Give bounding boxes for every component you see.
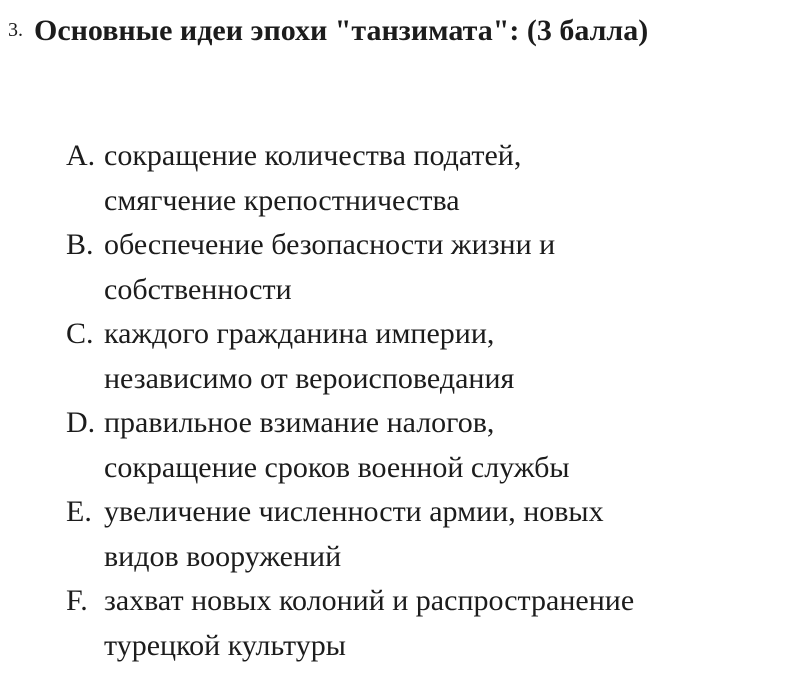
option-letter: C.	[66, 317, 94, 350]
option-letter: D.	[66, 406, 96, 439]
option-text: правильное взимание налогов, сокращение сроков военной службы	[104, 406, 570, 484]
question-block	[8, 10, 788, 52]
option-text: захват новых колоний и распространение турецкой культуры	[104, 584, 635, 662]
answer-options-list	[66, 134, 796, 668]
question-number: 3.	[8, 19, 23, 41]
answer-option-a	[66, 134, 796, 223]
answer-option-e	[66, 490, 796, 579]
option-text: каждого гражданина империи, независимо от вероисповедания	[104, 317, 515, 395]
option-text: сокращение количества податей, смягчение крепостничества	[104, 139, 522, 217]
answer-option-c	[66, 312, 796, 401]
answer-option-d	[66, 401, 796, 490]
option-text: обеспечение безопасности жизни и собственности	[104, 228, 556, 306]
option-letter: F.	[66, 584, 88, 617]
question-title: Основные идеи эпохи "танзимата": (3 балла)	[34, 14, 649, 47]
option-letter: A.	[66, 139, 96, 172]
question-header	[8, 10, 788, 52]
option-text: увеличение численности армии, новых видов вооружений	[104, 495, 604, 573]
option-letter: B.	[66, 228, 94, 261]
answer-option-f	[66, 579, 796, 668]
answer-option-b	[66, 223, 796, 312]
option-letter: E.	[66, 495, 92, 528]
